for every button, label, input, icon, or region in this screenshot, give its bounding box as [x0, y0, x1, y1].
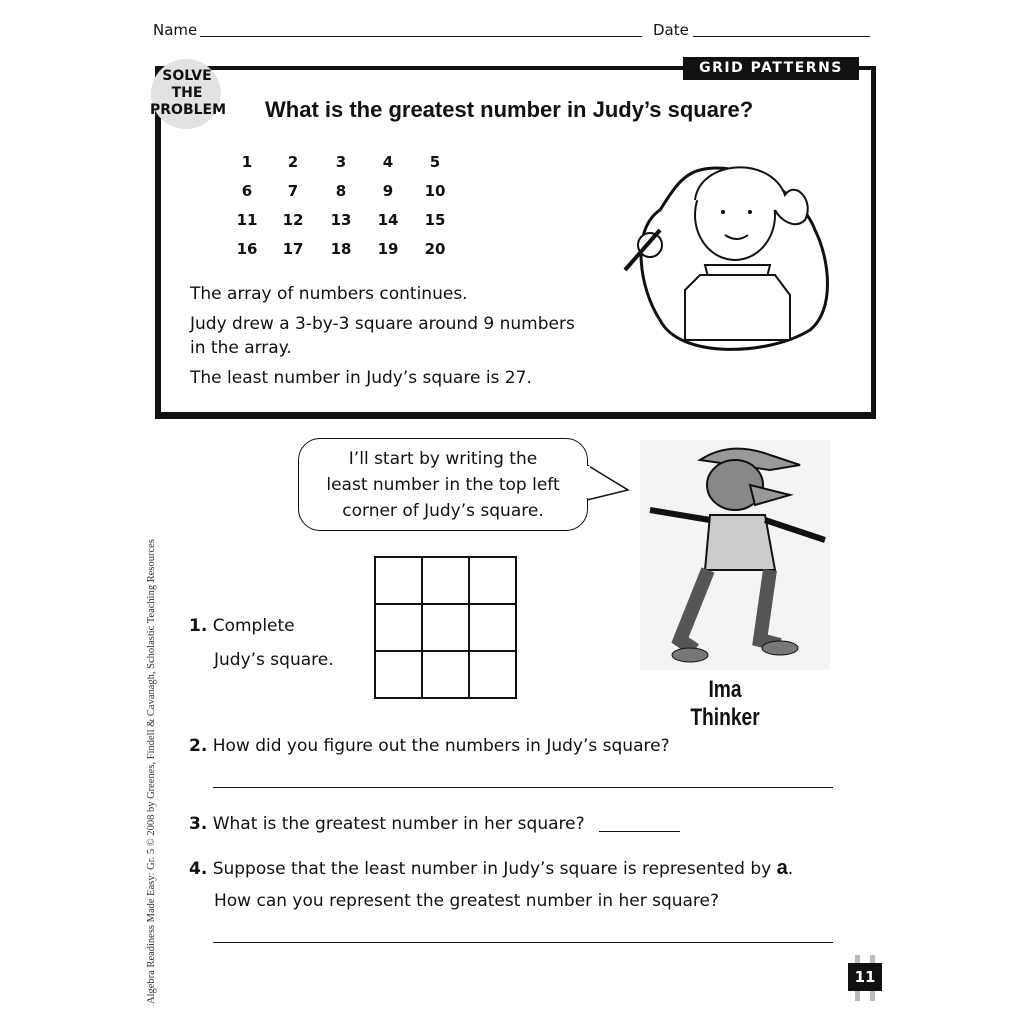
- grid-cell[interactable]: [422, 557, 469, 604]
- array-number: 4: [382, 153, 394, 171]
- question-number: 2.: [189, 736, 208, 756]
- question-text: Complete: [212, 616, 295, 636]
- problem-text: Judy drew a 3-by-3 square around 9 numbers: [190, 314, 575, 334]
- array-number: 7: [287, 182, 299, 200]
- grid-cell[interactable]: [422, 651, 469, 698]
- question-3: [189, 814, 585, 834]
- problem-text: The least number in Judy’s square is 27.: [190, 368, 532, 388]
- speech-line: least number in the top left: [326, 475, 560, 495]
- question-2: [189, 736, 670, 756]
- answer-line-4[interactable]: [213, 942, 833, 943]
- array-number: 13: [330, 211, 352, 229]
- punctuation: .: [787, 859, 794, 879]
- answer-line-3[interactable]: [599, 831, 680, 832]
- solve-badge: [150, 68, 227, 119]
- array-number: 20: [424, 240, 446, 258]
- array-number: 18: [330, 240, 352, 258]
- judys-square-grid[interactable]: [374, 556, 517, 699]
- array-number: 2: [287, 153, 299, 171]
- question-text: What is the greatest number in her square?: [212, 814, 585, 834]
- question-1-cont: Judy’s square.: [214, 650, 334, 670]
- question-4: [189, 857, 793, 880]
- character-name: Ima Thinker: [690, 676, 760, 731]
- badge-line: SOLVE: [162, 68, 212, 84]
- grid-cell[interactable]: [469, 557, 516, 604]
- speech-line: corner of Judy’s square.: [342, 501, 544, 521]
- speech-text: [298, 446, 588, 524]
- grid-cell[interactable]: [469, 651, 516, 698]
- question-number: 4.: [189, 859, 208, 879]
- array-number: 14: [377, 211, 399, 229]
- grid-cell[interactable]: [375, 557, 422, 604]
- question-number: 1.: [189, 616, 208, 636]
- array-number: 10: [424, 182, 446, 200]
- side-credit: Algebra Readiness Made Easy: Gr. 5 © 2008 by Greenes, Findell & Cavanagh, Scholastic Teaching Resources: [146, 539, 157, 1004]
- array-number: 3: [335, 153, 347, 171]
- name-field[interactable]: [200, 36, 642, 37]
- problem-text: in the array.: [190, 338, 292, 358]
- array-number: 11: [236, 211, 258, 229]
- answer-line-2[interactable]: [213, 787, 833, 788]
- array-number: 9: [382, 182, 394, 200]
- question-text: How did you figure out the numbers in Judy’s square?: [212, 736, 670, 756]
- array-number: 12: [282, 211, 304, 229]
- grid-cell[interactable]: [375, 651, 422, 698]
- array-number: 8: [335, 182, 347, 200]
- question-1: [189, 616, 295, 636]
- array-number: 6: [241, 182, 253, 200]
- speech-line: I’ll start by writing the: [348, 449, 538, 469]
- variable-a: a: [776, 857, 788, 879]
- page-number: 11: [848, 963, 882, 991]
- ima-thinker-illustration: [640, 440, 830, 670]
- date-label: Date: [653, 21, 689, 39]
- question-text: Suppose that the least number in Judy’s square is represented by: [212, 859, 777, 879]
- name-label: Name: [153, 21, 198, 39]
- array-number: 16: [236, 240, 258, 258]
- problem-text: The array of numbers continues.: [190, 284, 468, 304]
- girl-illustration: [620, 150, 835, 355]
- badge-line: THE: [171, 85, 203, 101]
- array-number: 1: [241, 153, 253, 171]
- grid-cell[interactable]: [469, 604, 516, 651]
- array-number: 17: [282, 240, 304, 258]
- grid-cell[interactable]: [375, 604, 422, 651]
- array-number: 19: [377, 240, 399, 258]
- problem-title: What is the greatest number in Judy’s square?: [265, 97, 754, 122]
- badge-line: PROBLEM: [150, 102, 227, 118]
- category-tag: GRID PATTERNS: [683, 57, 859, 80]
- date-field[interactable]: [693, 36, 870, 37]
- array-number: 5: [429, 153, 441, 171]
- question-4-cont: How can you represent the greatest number in her square?: [214, 891, 720, 911]
- question-number: 3.: [189, 814, 208, 834]
- array-number: 15: [424, 211, 446, 229]
- grid-cell[interactable]: [422, 604, 469, 651]
